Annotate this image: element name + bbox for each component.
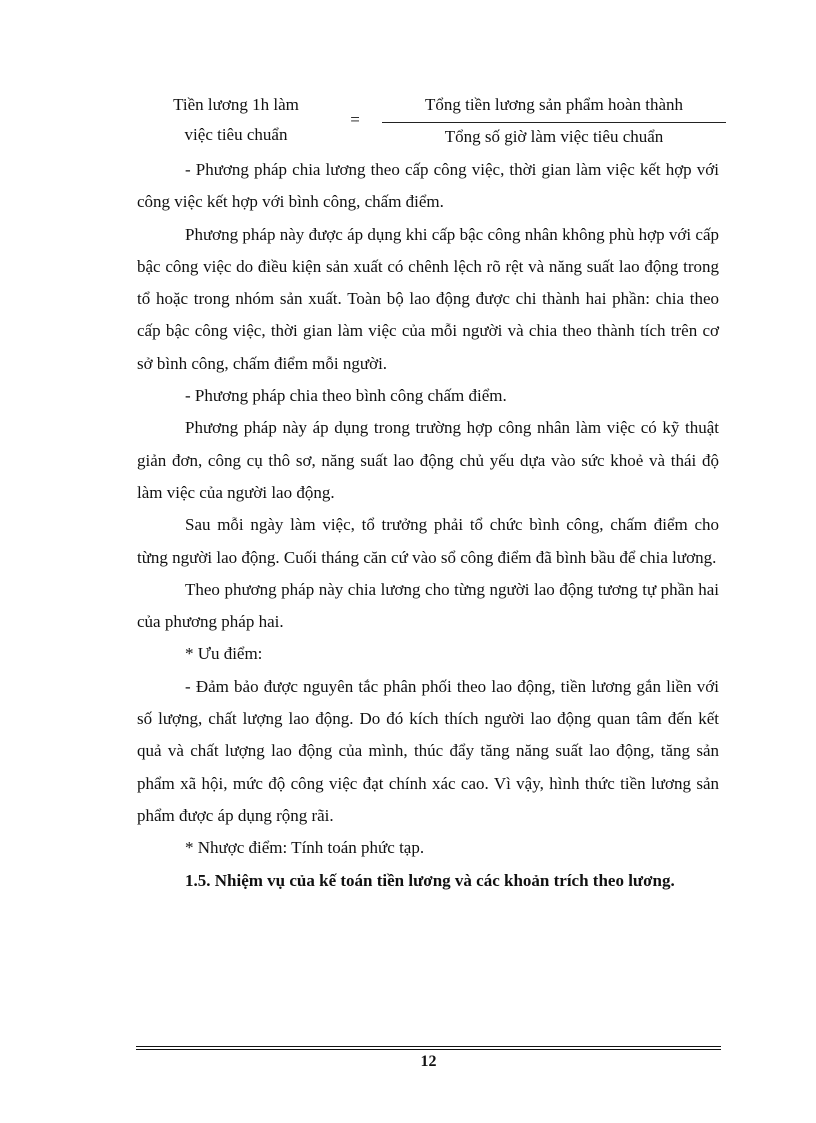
formula-denominator: Tổng số giờ làm việc tiêu chuẩn bbox=[444, 127, 664, 146]
formula-equals-sign: = bbox=[350, 110, 360, 129]
wage-formula bbox=[136, 90, 736, 152]
paragraph-method-by-job-grade: - Phương pháp chia lương theo cấp công việc, thời gian làm việc kết hợp với công việc kết hợp với bình công, chấm điểm. bbox=[137, 160, 719, 212]
paragraph-disadvantages: * Nhược điểm: Tính toán phức tạp. bbox=[185, 838, 425, 858]
formula-left-line-2: việc tiêu chuẩn bbox=[184, 125, 288, 144]
formula-left-line-1: Tiền lương 1h làm bbox=[173, 95, 299, 114]
paragraph-method-by-scoring: - Phương pháp chia theo bình công chấm điểm. bbox=[185, 386, 507, 406]
paragraph-wage-division: Theo phương pháp này chia lương cho từng người lao động tương tự phần hai của phương pháp hai. bbox=[137, 579, 719, 632]
formula-numerator: Tổng tiền lương sản phẩm hoàn thành bbox=[424, 95, 684, 114]
body-text bbox=[137, 154, 719, 897]
paragraph-advantages-label: * Ưu điểm: bbox=[185, 644, 263, 664]
paragraph-scoring-applicability: Phương pháp này áp dụng trong trường hợp công nhân làm việc có kỹ thuật giản đơn, công cụ thô sơ, năng suất lao động chủ yếu dựa vào sức khoẻ và thái độ làm việc của người lao động. bbox=[137, 418, 719, 502]
footer-divider bbox=[136, 1046, 721, 1050]
paragraph-daily-scoring: Sau mỗi ngày làm việc, tổ trưởng phải tổ chức bình công, chấm điểm cho từng người lao động. Cuối tháng căn cứ vào sổ công điểm đã bình bầu để chia lương. bbox=[137, 515, 719, 567]
page-number: 12 bbox=[420, 1053, 437, 1070]
formula-left-side bbox=[136, 90, 336, 150]
paragraph-advantages-detail: - Đảm bảo được nguyên tắc phân phối theo lao động, tiền lương gắn liền với số lượng, chất lượng lao động. Do đó kích thích người lao động quan tâm đến kết quả và chất lượng lao động của mình, thúc đẩy tăng năng suất lao động, tăng sản phẩm xã hội, mức độ công việc đạt chính xác cao. Vì vậy, hình thức tiền lương sản phẩm được áp dụng rộng rãi. bbox=[137, 676, 719, 825]
section-heading: 1.5. Nhiệm vụ của kế toán tiền lương và các khoản trích theo lương. bbox=[185, 870, 675, 890]
paragraph-job-grade-explanation: Phương pháp này được áp dụng khi cấp bậc công nhân không phù hợp với cấp bậc công việc do điều kiện sản xuất có chênh lệch rõ rệt và năng suất lao động trong tổ hoặc trong nhóm sản xuất. Toàn bộ lao động được chi thành hai phần: chia theo cấp bậc công việc, thời gian làm việc của mỗi người và chia theo thành tích trên cơ sở bình công, chấm điểm mỗi người. bbox=[137, 224, 719, 373]
